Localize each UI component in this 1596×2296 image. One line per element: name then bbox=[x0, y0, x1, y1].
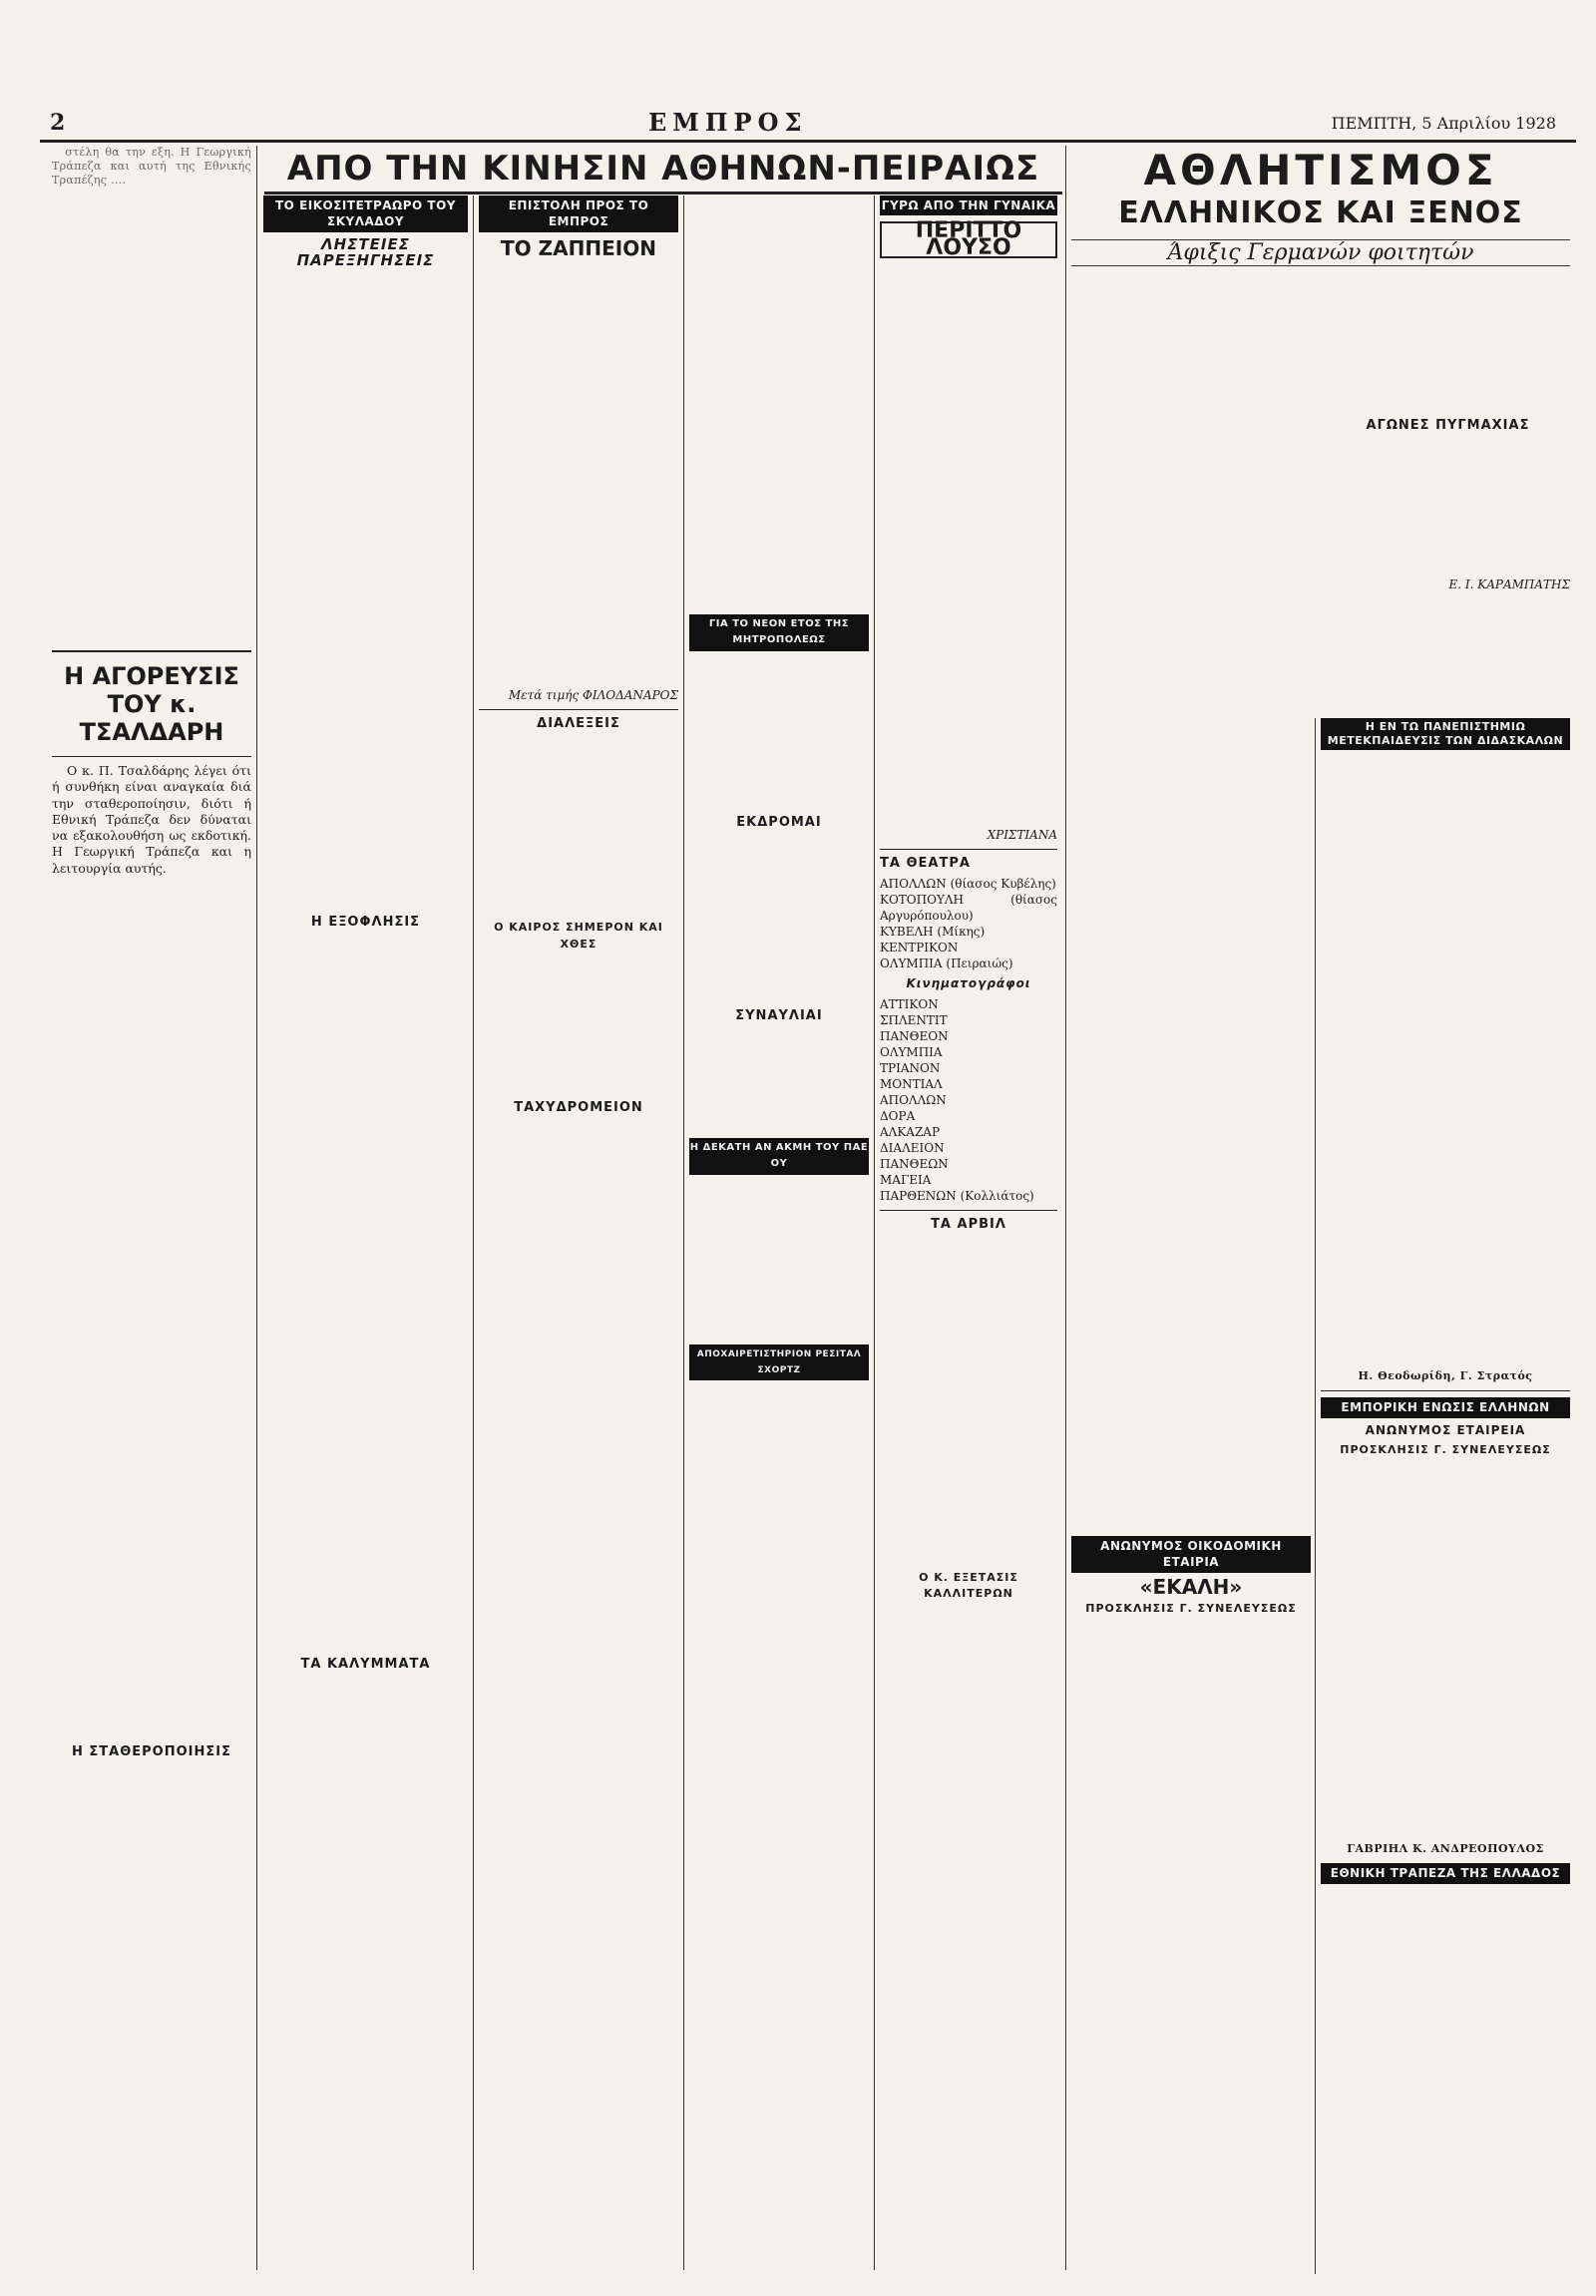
theatre-item: ΚΕΝΤΡΙΚΟΝ bbox=[880, 941, 959, 956]
column-4 bbox=[689, 195, 869, 2270]
column-2-text-top bbox=[263, 272, 468, 911]
column-2 bbox=[263, 195, 468, 2270]
box-header-gynaika: ΓΥΡΩ ΑΠΟ ΤΗΝ ΓΥΝΑΙΚΑ bbox=[880, 195, 1057, 215]
notice-dekati-akmi: Η ΔΕΚΑΤΗ ΑΝ ΑΚΜΗ ΤΟΥ ΠΑΕ ΟΥ bbox=[689, 1138, 869, 1175]
column-2-text-mid bbox=[263, 935, 468, 1653]
notice-mitropolis: ΓΙΑ ΤΟ ΝΕΟΝ ΕΤΟΣ ΤΗΣ ΜΗΤΡΟΠΟΛΕΩΣ bbox=[689, 614, 869, 651]
article-headline-tsaldaris: Η ΑΓΟΡΕΥΣΙΣ ΤΟΥ κ. ΤΣΑΛΔΑΡΗ bbox=[64, 662, 239, 746]
column-4-text-excursions bbox=[689, 835, 869, 1004]
theatre-item: ΚΟΤΟΠΟΥΛΗ (θίασος Αργυρόπουλου) bbox=[880, 893, 1057, 924]
column-5-text-bottom bbox=[880, 1607, 1057, 2006]
masthead-rule bbox=[40, 140, 1576, 143]
subhead-exoflisis: Η ΕΞΟΦΛΗΣΙΣ bbox=[310, 915, 421, 931]
column-2-text-bottom bbox=[263, 1678, 468, 2196]
cinema-item: ΑΠΟΛΛΩΝ bbox=[880, 1092, 947, 1107]
column-4-text-top bbox=[689, 195, 869, 614]
cinema-item: ΑΤΤΙΚΟΝ bbox=[880, 996, 939, 1011]
sports-text-right bbox=[1326, 274, 1570, 414]
sports-byline: Ε. Ι. ΚΑΡΑΜΠΑΤΗΣ bbox=[1448, 577, 1570, 591]
theatre-item: ΚΥΒΕΛΗ (Μίκης) bbox=[880, 925, 986, 940]
column-4-text-bottom bbox=[689, 1380, 869, 2079]
cinema-item: ΠΑΡΘΕΝΩΝ (Κολλιάτος) bbox=[880, 1188, 1034, 1203]
byline-christiana: ΧΡΙΣΤΙΑΝΑ bbox=[987, 827, 1057, 842]
column-7-text-university bbox=[1321, 750, 1570, 1368]
column-1-text-top: στέλη θα την εξη. Η Γεωργική Τράπεζα και αυτή της Εθνικής Τραπέζης .... bbox=[52, 146, 251, 187]
column-3-text-bottom bbox=[479, 1120, 678, 2018]
column-6 bbox=[1071, 718, 1311, 2274]
column-7-text-trade bbox=[1321, 1462, 1570, 1841]
column-5-text-arvil bbox=[880, 1237, 1057, 1566]
column-3-text-lectures bbox=[479, 736, 678, 916]
subhead-kairos: Ο ΚΑΙΡΟΣ ΣΗΜΕΡΟΝ ΚΑΙ ΧΘΕΣ bbox=[494, 921, 663, 951]
theatre-item: ΑΠΟΛΛΩΝ (θίασος Κυβέλης) bbox=[880, 877, 1056, 892]
theatres-header: ΤΑ ΘΕΑΤΡΑ bbox=[880, 856, 971, 872]
cinema-item: ΣΠΛΕΝΤΙΤ bbox=[880, 1012, 948, 1027]
sports-subtitle: ΕΛΛΗΝΙΚΟΣ ΚΑΙ ΞΕΝΟΣ bbox=[1118, 195, 1523, 230]
ekali-name: «ΕΚΑΛΗ» bbox=[1139, 1574, 1243, 1599]
cinema-item: ΑΛΚΑΖΑΡ bbox=[880, 1124, 941, 1139]
trade-signer: ΓΑΒΡΙΗΛ Κ. ΑΝΔΡΕΟΠΟΥΛΟΣ bbox=[1347, 1842, 1544, 1856]
notice-recital: ΑΠΟΧΑΙΡΕΤΙΣΤΗΡΙΟΝ ΡΕΣΙΤΑΛ ΣΧΟΡΤΖ bbox=[689, 1344, 869, 1381]
sports-quote: Άφιξις Γερμανών φοιτητών bbox=[1071, 239, 1570, 266]
column-1-text-bottom bbox=[52, 1764, 251, 2263]
box-header-skylados: ΤΟ ΕΙΚΟΣΙΤΕΤΡΑΩΡΟ ΤΟΥ ΣΚΥΛΑΔΟΥ bbox=[263, 195, 468, 232]
subhead-taxydromeion: ΤΑΧΥΔΡΟΜΕΙΟΝ bbox=[514, 1100, 643, 1116]
column-6-text-bottom bbox=[1071, 1621, 1311, 2179]
subhead-dialexeis: ΔΙΑΛΕΞΕΙΣ bbox=[537, 716, 620, 732]
cinema-item: ΠΑΝΘΕΟΝ bbox=[880, 1028, 949, 1043]
column-3-text-weather bbox=[479, 957, 678, 1096]
ekali-header: ΑΝΩΝΥΜΟΣ ΟΙΚΟΔΟΜΙΚΗ ΕΤΑΙΡΙΑ bbox=[1071, 1536, 1311, 1573]
cinema-item: ΔΙΑΛΕΙΟΝ bbox=[880, 1140, 945, 1155]
paper-name: ΕΜΠΡΟΣ bbox=[648, 108, 808, 137]
sports-text-boxing bbox=[1326, 437, 1570, 547]
section-parexigiseis: ΛΗΣΤΕΙΕΣ ΠΑΡΕΞΗΓΗΣΕΙΣ bbox=[296, 234, 435, 269]
column-1-text-mid bbox=[52, 883, 251, 1740]
sports-title: ΑΘΛΗΤΙΣΜΟΣ bbox=[1143, 146, 1498, 194]
cinema-item: ΤΡΙΑΝΟΝ bbox=[880, 1060, 941, 1075]
central-banner-title: ΑΠΟ ΤΗΝ ΚΙΝΗΣΙΝ ΑΘΗΝΩΝ-ΠΕΙΡΑΙΩΣ bbox=[286, 149, 1040, 189]
cinema-list bbox=[880, 996, 1057, 1204]
sports-text-left bbox=[1071, 274, 1316, 574]
cinema-item: ΜΟΝΤΙΑΛ bbox=[880, 1076, 943, 1091]
trade-union-header: ΕΜΠΟΡΙΚΗ ΕΝΩΣΙΣ ΕΛΛΗΝΩΝ bbox=[1321, 1397, 1570, 1417]
theatre-item: ΟΛΥΜΠΙΑ (Πειραιώς) bbox=[880, 957, 1013, 971]
column-7-text-bank bbox=[1321, 1884, 1570, 2243]
committee-names: Η. Θεοδωρίδη, Γ. Στρατός bbox=[1358, 1369, 1533, 1382]
masthead bbox=[50, 108, 1566, 144]
national-bank-header: ΕΘΝΙΚΗ ΤΡΑΠΕΖΑ ΤΗΣ ΕΛΛΑΔΟΣ bbox=[1321, 1863, 1570, 1883]
column-3 bbox=[479, 195, 678, 2270]
trade-union-sub: ΑΝΩΝΥΜΟΣ ΕΤΑΙΡΕΙΑ bbox=[1365, 1422, 1526, 1437]
university-header: Η ΕΝ ΤΩ ΠΑΝΕΠΙΣΤΗΜΙΩ ΜΕΤΕΚΠΑΙΔΕΥΣΙΣ ΤΩΝ ΔΙΔΑΣΚΑΛΩΝ bbox=[1321, 718, 1570, 750]
cinema-item: ΜΑΓΕΙΑ bbox=[880, 1172, 932, 1187]
column-6-text-top bbox=[1071, 718, 1311, 1536]
ekali-meeting: ΠΡΟΣΚΛΗΣΙΣ Γ. ΣΥΝΕΛΕΥΣΕΩΣ bbox=[1085, 1601, 1297, 1615]
subhead-stabilization: Η ΣΤΑΘΕΡΟΠΟΙΗΣΙΣ bbox=[72, 1744, 231, 1760]
article-lead: Ο κ. Π. Τσαλδάρης λέγει ότι ή συνθήκη είναι αναγκαία διά την σταθεροποίησιν, διότι ή Εθνική Τράπεζα δεν δύναται να εξακολουθήση ως εκδοτική. Η Γεωργική Τράπεζα και η λειτουργία αυτής. bbox=[52, 763, 251, 876]
column-4-text-akmi bbox=[689, 1175, 869, 1344]
subhead-pygmachia: ΑΓΩΝΕΣ ΠΥΓΜΑΧΙΑΣ bbox=[1366, 418, 1530, 433]
subhead-kalymmata: ΤΑ ΚΑΛΥΜΜΑΤΑ bbox=[300, 1657, 431, 1673]
page-number: 2 bbox=[50, 110, 66, 136]
subhead-synavliai: ΣΥΝΑΥΛΙΑΙ bbox=[735, 1007, 823, 1023]
column-3-text-top bbox=[479, 264, 678, 683]
sports-section bbox=[1071, 146, 1570, 714]
column-7 bbox=[1321, 718, 1570, 2274]
cinema-header: Κινηματογράφοι bbox=[906, 976, 1031, 991]
column-4-text-concerts bbox=[689, 1028, 869, 1138]
subhead-ekdromai: ΕΚΔΡΟΜΑΙ bbox=[736, 814, 822, 830]
box-header-epistoli: ΕΠΙΣΤΟΛΗ ΠΡΟΣ ΤΟ ΕΜΠΡΟΣ bbox=[479, 195, 678, 232]
byline-filodanaros: Μετά τιμής ΦΙΛΟΔΑΝΑΡΟΣ bbox=[508, 687, 678, 702]
dateline: ΠΕΜΠΤΗ, 5 Απριλίου 1928 bbox=[1331, 114, 1556, 133]
cinema-item: ΟΛΥΜΠΙΑ bbox=[880, 1044, 943, 1059]
column-5-text-top bbox=[880, 264, 1057, 823]
theatre-list bbox=[880, 876, 1057, 971]
subhead-exetasis: Ο Κ. ΕΞΕΤΑΣΙΣ ΚΑΛΛΙΤΕΡΩΝ bbox=[919, 1571, 1018, 1601]
column-5 bbox=[880, 195, 1057, 2270]
title-peritto-louso: ΠΕΡΙΤΤΟ ΛΟΥΣΟ bbox=[880, 221, 1057, 258]
subhead-arvil: ΤΑ ΑΡΒΙΛ bbox=[931, 1216, 1006, 1232]
central-banner bbox=[264, 146, 1062, 194]
title-zappeion: ΤΟ ΖΑΠΠΕΙΟΝ bbox=[501, 235, 656, 260]
column-4-text-notice bbox=[689, 651, 869, 811]
cinema-item: ΔΟΡΑ bbox=[880, 1108, 916, 1123]
trade-meeting: ΠΡΟΣΚΛΗΣΙΣ Γ. ΣΥΝΕΛΕΥΣΕΩΣ bbox=[1340, 1442, 1551, 1456]
column-1 bbox=[52, 146, 251, 2270]
cinema-item: ΠΑΝΘΕΩΝ bbox=[880, 1156, 949, 1171]
